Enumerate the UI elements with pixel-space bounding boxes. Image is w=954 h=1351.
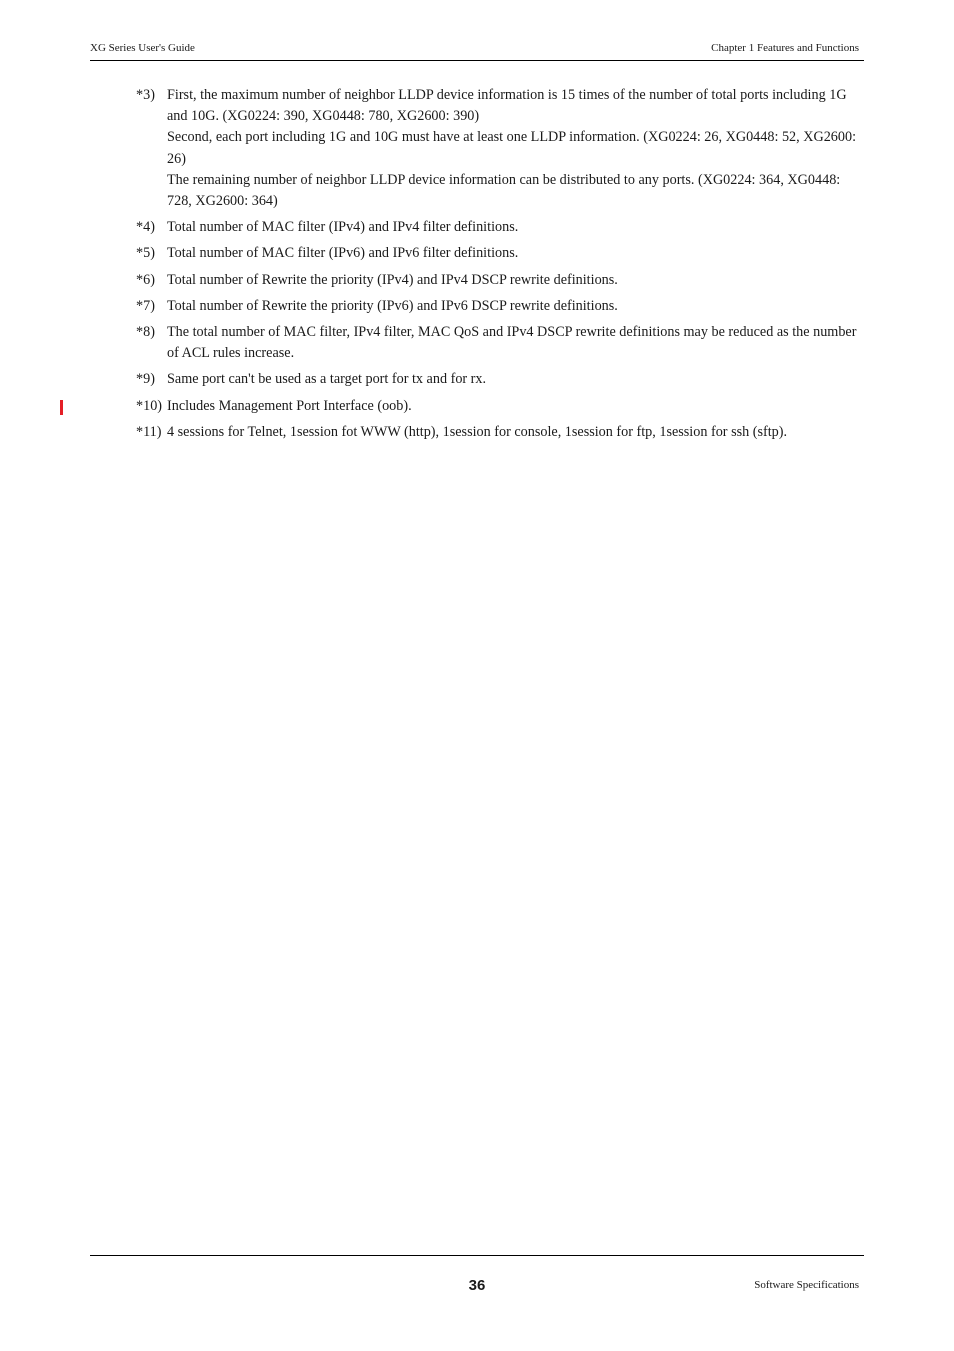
footnote-marker: *4)	[136, 219, 155, 236]
footnote-text: The remaining number of neighbor LLDP device information can be distributed to any ports. (XG0224: 364, XG0448: 728, XG2600: 364)	[167, 171, 841, 210]
footnote-marker: *8)	[136, 324, 155, 341]
footnote-marker: *7)	[136, 297, 155, 314]
footnote-marker: *10)	[136, 397, 163, 414]
footnote-marker: *5)	[136, 245, 155, 262]
footnote-marker: *3)	[136, 87, 155, 103]
footnote-text: Includes Management Port Interface (oob).	[167, 397, 412, 414]
page-header	[90, 36, 864, 61]
footnote-marker: *9)	[136, 371, 155, 388]
footnote-text: Same port can't be used as a target port for tx and for rx.	[167, 371, 487, 388]
footnote-8	[136, 322, 864, 364]
footnote-3	[136, 85, 864, 212]
section-title: Software Specifications	[754, 1279, 859, 1291]
footnote-text: 4 sessions for Telnet, 1session fot WWW (http), 1session for console, 1session for ftp, 1session for ssh (sftp).	[167, 423, 788, 440]
footnote-text: Total number of MAC filter (IPv6) and IPv6 filter definitions.	[167, 245, 519, 262]
footnote-text: First, the maximum number of neighbor LLDP device information is 15 times of the number of total ports including 1G and 10G. (XG0224: 390, XG0448: 780, XG2600: 390)	[167, 87, 847, 125]
footnote-10	[136, 396, 864, 417]
chapter-title: Chapter 1 Features and Functions	[711, 42, 859, 54]
footnote-4	[136, 217, 864, 238]
footnote-text: Total number of Rewrite the priority (IPv4) and IPv4 DSCP rewrite definitions.	[167, 271, 618, 288]
footnote-marker: *11)	[136, 423, 162, 440]
footnote-marker: *6)	[136, 271, 155, 288]
page-footer	[90, 1255, 864, 1296]
footnote-9	[136, 369, 864, 390]
change-bar-marker	[60, 400, 63, 415]
footnote-11	[136, 422, 864, 443]
footnote-text: Total number of MAC filter (IPv4) and IPv4 filter definitions.	[167, 219, 519, 236]
page-number: 36	[468, 1277, 486, 1294]
footnote-text: The total number of MAC filter, IPv4 filter, MAC QoS and IPv4 DSCP rewrite definitions may be reduced as the number of ACL rules increase.	[167, 324, 857, 362]
footnote-list	[136, 85, 864, 448]
footnote-6	[136, 270, 864, 291]
footnote-7	[136, 296, 864, 317]
footnote-text: Second, each port including 1G and 10G must have at least one LLDP information. (XG0224: 26, XG0448: 52, XG2600: 26)	[167, 129, 857, 167]
footnote-5	[136, 243, 864, 264]
document-title: XG Series User's Guide	[90, 42, 195, 54]
footnote-text: Total number of Rewrite the priority (IPv6) and IPv6 DSCP rewrite definitions.	[167, 297, 618, 314]
